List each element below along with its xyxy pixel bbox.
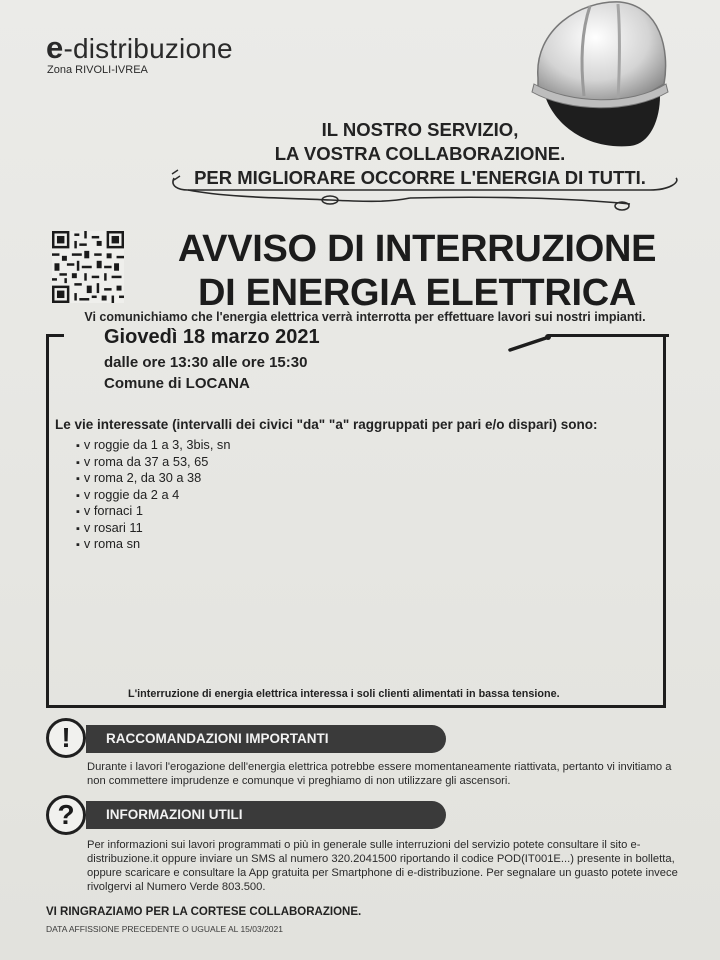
street-list: [76, 437, 230, 553]
list-item: ▪ v fornaci 1: [76, 503, 230, 520]
list-item: ▪ v roma da 37 a 53, 65: [76, 454, 230, 471]
pen-icon: [508, 330, 558, 352]
info-heading: INFORMAZIONI UTILI: [86, 801, 446, 829]
zone-label: Zona RIVOLI-IVREA: [47, 64, 148, 76]
recommendations-heading: RACCOMANDAZIONI IMPORTANTI: [86, 725, 446, 753]
slogan-line: IL NOSTRO SERVIZIO,: [321, 119, 519, 140]
notice-title-line: AVVISO DI INTERRUZIONE: [177, 228, 657, 270]
notice-title-line: DI ENERGIA ELETTRICA: [197, 272, 637, 314]
outage-date: Giovedì 18 marzo 2021: [104, 326, 320, 348]
posting-date: DATA AFFISSIONE PRECEDENTE O UGUALE AL 15/03/2021: [46, 924, 283, 934]
list-item: ▪ v rosari 11: [76, 520, 230, 537]
list-item: ▪ v roggie da 2 a 4: [76, 487, 230, 504]
info-text: Per informazioni sui lavori programmati o più in generale sulle interruzioni del servizio potete consultare il sito e-distribuzione.it oppure inviare un SMS al numero 320.2041500 riportando il codice POD(IT001E...) presente in bolletta, oppure scaricare e consultare la App gratuita per Smartphone di e-distribuzione. Per segnalare un guasto potete invece rivolgervi al Numero Verde 803.500.: [87, 839, 678, 893]
box-border: [548, 334, 669, 337]
exclamation-icon: !: [46, 718, 86, 758]
slogan-line: PER MIGLIORARE OCCORRE L'ENERGIA DI TUTTI.: [194, 167, 646, 188]
outage-hours: dalle ore 13:30 alle ore 15:30: [104, 354, 308, 371]
qr-code-icon: [52, 231, 124, 303]
streets-heading: Le vie interessate (intervalli dei civici "da" "a" raggruppati per pari e/o dispari) sono:: [55, 417, 598, 432]
recommendations-text: Durante i lavori l'erogazione dell'energia elettrica potrebbe essere momentaneamente riattivata, pertanto vi invitiamo a non commettere imprudenze e comunque vi preghiamo di non utilizzare gli ascensori.: [87, 761, 672, 787]
question-icon: ?: [46, 795, 86, 835]
thanks-note: VI RINGRAZIAMO PER LA CORTESE COLLABORAZIONE.: [46, 906, 362, 918]
list-item: ▪ v roggie da 1 a 3, 3bis, sn: [76, 437, 230, 454]
notice-intro: Vi comunichiamo che l'energia elettrica verrà interrotta per effettuare lavori sui nostri impianti.: [84, 310, 646, 324]
outage-municipality: Comune di LOCANA: [104, 375, 250, 392]
low-voltage-note: L'interruzione di energia elettrica interessa i soli clienti alimentati in bassa tensione.: [128, 688, 560, 700]
box-border: [46, 334, 64, 337]
list-item: ▪ v roma 2, da 30 a 38: [76, 470, 230, 487]
cable-decoration: [170, 168, 690, 218]
e-distribuzione-logo: e-distribuzione: [46, 30, 233, 65]
list-item: ▪ v roma sn: [76, 536, 230, 553]
notice-title: [132, 227, 702, 315]
slogan-line: LA VOSTRA COLLABORAZIONE.: [274, 143, 566, 164]
